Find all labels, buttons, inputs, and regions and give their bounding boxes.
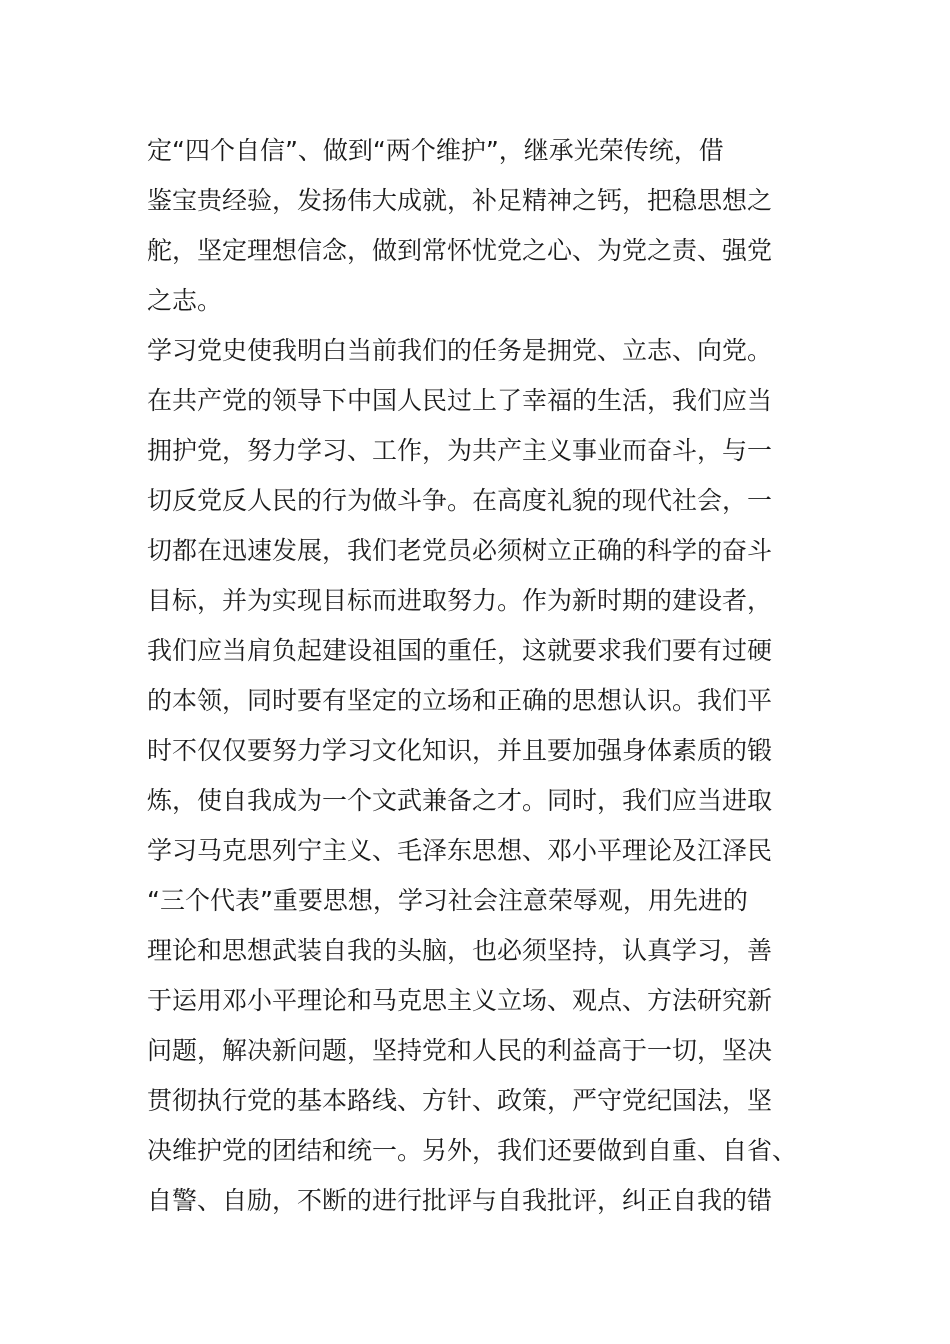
- text-line: 贯彻执行党的基本路线、方针、政策，严守党纪国法，坚: [147, 1086, 773, 1115]
- text-line: 舵，坚定理想信念，做到常怀忧党之心、为党之责、强党: [147, 236, 773, 265]
- paragraph-first-line: 学习党史使我明白当前我们的任务是拥党、立志、向党。: [147, 336, 773, 365]
- text-line: 我们应当肩负起建设祖国的重任，这就要求我们要有过硬: [147, 636, 773, 665]
- text-line: 于运用邓小平理论和马克思主义立场、观点、方法研究新: [147, 986, 773, 1015]
- text-line: 切都在迅速发展，我们老党员必须树立正确的科学的奋斗: [147, 536, 773, 565]
- text-line: 理论和思想武装自我的头脑，也必须坚持，认真学习，善: [147, 936, 773, 965]
- text-line: 目标，并为实现目标而进取努力。作为新时期的建设者，: [147, 586, 773, 615]
- text-line: 切反党反人民的行为做斗争。在高度礼貌的现代社会，一: [147, 486, 773, 515]
- text-line: 学习马克思列宁主义、毛泽东思想、邓小平理论及江泽民: [147, 836, 773, 865]
- text-line: 问题，解决新问题，坚持党和人民的利益高于一切，坚决: [147, 1036, 773, 1065]
- text-line: 时不仅仅要努力学习文化知识，并且要加强身体素质的锻: [147, 736, 773, 765]
- text-line: 炼，使自我成为一个文武兼备之才。同时，我们应当进取: [147, 786, 773, 815]
- text-line: “三个代表”重要思想，学习社会注意荣辱观，用先进的: [147, 886, 748, 915]
- text-line: 之志。: [147, 286, 223, 315]
- text-line: 定“四个自信”、做到“两个维护”，继承光荣传统，借: [147, 136, 724, 165]
- text-line: 鉴宝贵经验，发扬伟大成就，补足精神之钙，把稳思想之: [147, 186, 773, 215]
- text-line: 的本领，同时要有坚定的立场和正确的思想认识。我们平: [147, 686, 773, 715]
- text-line: 自警、自励，不断的进行批评与自我批评，纠正自我的错: [147, 1186, 773, 1215]
- text-line: 决维护党的团结和统一。另外，我们还要做到自重、自省、: [147, 1136, 798, 1165]
- text-line: 在共产党的领导下中国人民过上了幸福的生活，我们应当: [147, 386, 773, 415]
- text-line: 拥护党，努力学习、工作，为共产主义事业而奋斗，与一: [147, 436, 773, 465]
